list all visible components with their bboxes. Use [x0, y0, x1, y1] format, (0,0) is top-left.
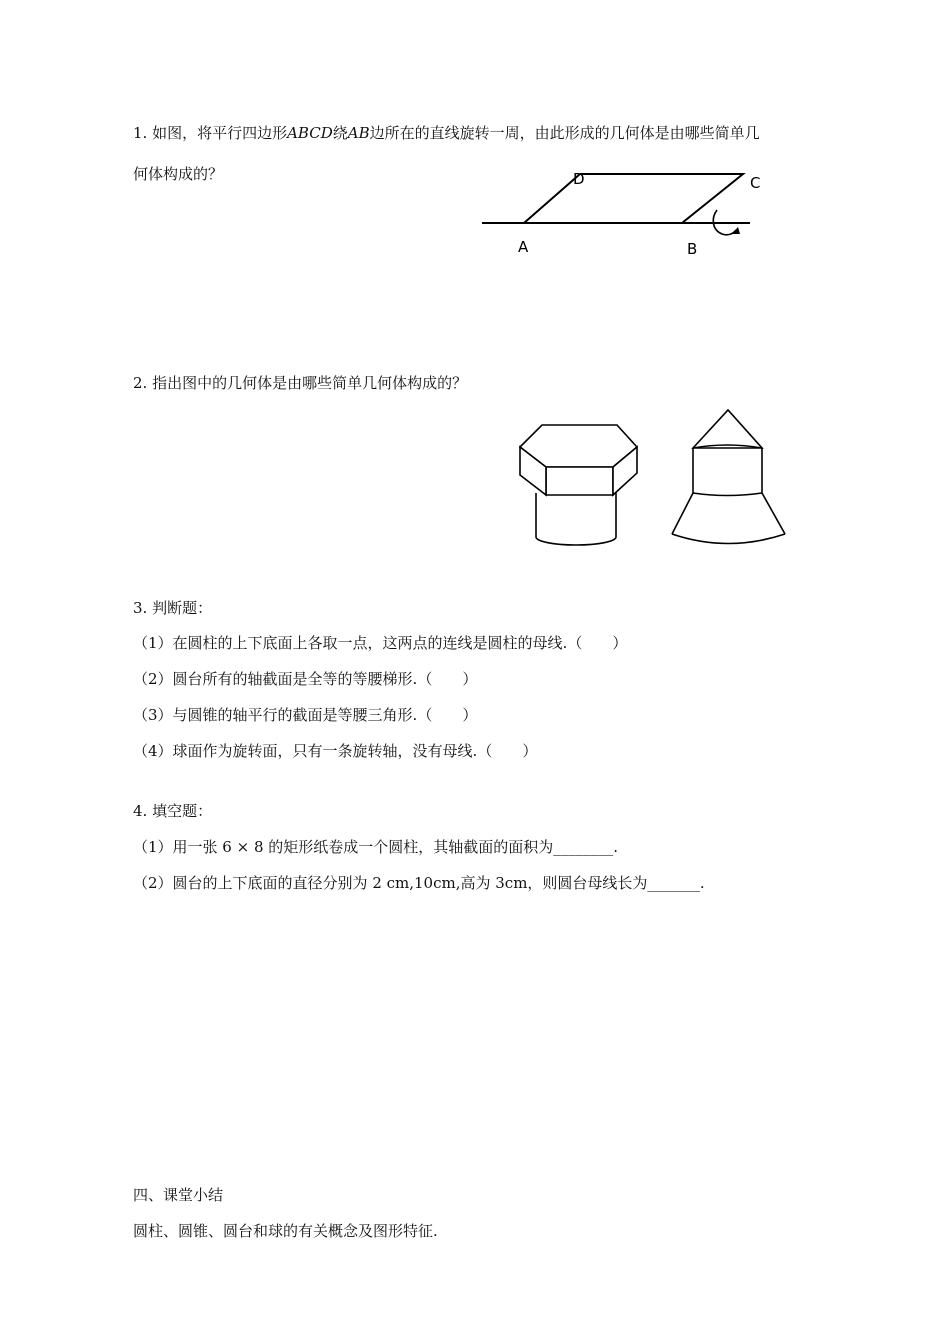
cone-top: [693, 410, 762, 448]
frustum-bottom: [672, 534, 785, 544]
q1-abcd: ABCD: [287, 124, 333, 142]
frustum-right: [762, 493, 785, 534]
q1-line-2: 何体构成的？: [133, 165, 224, 183]
q3-item-4: （4）球面作为旋转面，只有一条旋转轴，没有母线.（ ）: [133, 742, 538, 760]
q3-item-3: （3）与圆锥的轴平行的截面是等腰三角形.（ ）: [133, 706, 478, 724]
hex-prism-front: [546, 467, 613, 495]
q3-title: 3. 判断题：: [133, 599, 213, 617]
q2-text: 2. 指出图中的几何体是由哪些简单几何体构成的？: [133, 374, 468, 392]
solid-figure-prism-cylinder: [515, 415, 650, 550]
middle-cylinder-bottom: [693, 493, 762, 496]
arrow-head-icon: [732, 227, 740, 234]
q1-text-c: 边所在的直线旋转一周，由此形成的几何体是由哪些简单几: [369, 124, 760, 142]
summary-text: 圆柱、圆锥、圆台和球的有关概念及图形特征.: [133, 1222, 438, 1240]
summary-heading: 四、课堂小结: [133, 1186, 224, 1204]
frustum-left: [672, 493, 693, 534]
label-b: B: [687, 240, 698, 258]
label-d: D: [573, 170, 585, 188]
q3-item-1: （1）在圆柱的上下底面上各取一点，这两点的连线是圆柱的母线.（ ）: [133, 634, 628, 652]
parallelogram-abcd: [524, 174, 743, 223]
q1-line-1: [133, 122, 760, 143]
q4-item-2: （2）圆台的上下底面的直径分别为 2 cm,10cm,高为 3cm，则圆台母线长为_______.: [133, 874, 705, 892]
q4-item-1: （1）用一张 6 × 8 的矩形纸卷成一个圆柱，其轴截面的面积为________.: [133, 838, 619, 856]
q4-title: 4. 填空题：: [133, 802, 213, 820]
q1-text-b: 绕: [332, 124, 348, 142]
solid-figure-cone-cylinder-frustum: [665, 405, 795, 550]
cylinder-bottom-ellipse: [536, 537, 616, 545]
q1-ab: AB: [347, 124, 370, 142]
parallelogram-figure: [470, 160, 770, 270]
label-a: A: [518, 238, 529, 256]
q3-item-2: （2）圆台所有的轴截面是全等的等腰梯形.（ ）: [133, 670, 478, 688]
q1-text-a: 1. 如图，将平行四边形: [133, 124, 288, 142]
label-c: C: [750, 174, 761, 192]
